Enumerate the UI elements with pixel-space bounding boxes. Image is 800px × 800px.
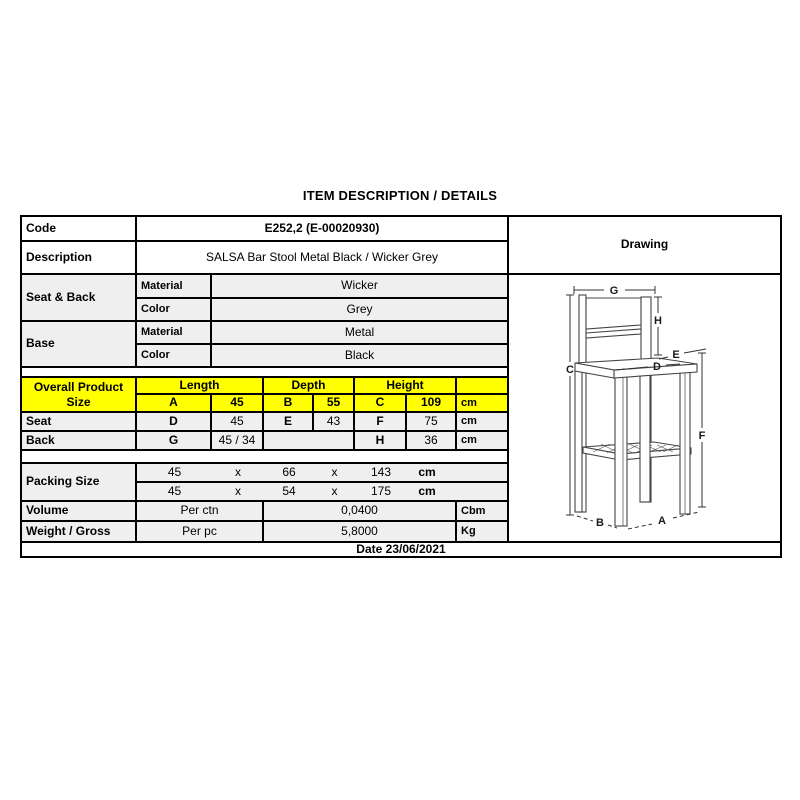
- seat-depth-letter: E: [263, 412, 313, 431]
- overall-size-label: [21, 377, 136, 412]
- back-length-letter: G: [136, 431, 211, 450]
- back-length-value: 45 / 34: [211, 431, 263, 450]
- overall-length-value: 45: [211, 394, 263, 412]
- drawing-label-G: G: [609, 285, 619, 297]
- back-height-letter: H: [354, 431, 406, 450]
- packing-row-2: [136, 482, 508, 501]
- drawing-label-B: B: [596, 517, 604, 529]
- code-label: Code: [21, 216, 136, 241]
- weight-value: 5,8000: [263, 521, 456, 542]
- dim-line-C: [566, 295, 574, 515]
- volume-per: Per ctn: [136, 501, 263, 521]
- packing1-dim3: 143: [370, 464, 392, 479]
- volume-unit: Cbm: [456, 501, 508, 521]
- packing2-unit: cm: [418, 483, 436, 498]
- col-header-depth: Depth: [263, 377, 354, 394]
- bar-stool-drawing: [509, 275, 780, 541]
- description-value: SALSA Bar Stool Metal Black / Wicker Grey: [136, 241, 508, 274]
- stool-backrest: [586, 298, 641, 338]
- drawing-label-E: E: [672, 349, 680, 361]
- back-depth-empty: [263, 431, 354, 450]
- overall-size-label-line2: Size: [66, 394, 91, 409]
- volume-value: 0,0400: [263, 501, 456, 521]
- seat-row-label: Seat: [21, 412, 136, 431]
- seat-back-label: Seat & Back: [21, 274, 136, 321]
- weight-label: Weight / Gross: [21, 521, 136, 542]
- overall-height-value: 109: [406, 394, 456, 412]
- drawing-label-D: D: [653, 361, 661, 373]
- packing1-x1: x: [235, 464, 241, 479]
- packing2-dim1: 45: [167, 483, 182, 498]
- code-value: E252,2 (E-00020930): [136, 216, 508, 241]
- packing2-x2: x: [331, 483, 338, 498]
- col-header-length: Length: [136, 377, 263, 394]
- date-row: Date 23/06/2021: [21, 542, 781, 557]
- drawing-label-A: A: [658, 515, 666, 527]
- back-height-value: 36: [406, 431, 456, 450]
- seat-back-color-label: Color: [136, 298, 211, 321]
- description-label: Description: [21, 241, 136, 274]
- seat-height-letter: F: [354, 412, 406, 431]
- col-header-unit-empty: [456, 377, 508, 394]
- seat-length-letter: D: [136, 412, 211, 431]
- packing1-x2: x: [331, 464, 338, 479]
- seat-height-value: 75: [406, 412, 456, 431]
- spacer-row: [21, 367, 508, 377]
- drawing-label-H: H: [654, 315, 662, 327]
- seat-back-color-value: Grey: [211, 298, 508, 321]
- weight-per: Per pc: [136, 521, 263, 542]
- seat-back-material-value: Wicker: [211, 274, 508, 298]
- stool-footrest: [583, 442, 691, 460]
- volume-label: Volume: [21, 501, 136, 521]
- spacer-row: [21, 450, 508, 463]
- overall-depth-letter: B: [263, 394, 313, 412]
- overall-unit: cm: [456, 394, 508, 412]
- back-unit: cm: [456, 431, 508, 450]
- packing2-dim2: 54: [282, 483, 296, 498]
- packing2-dim3: 175: [370, 483, 392, 498]
- drawing-cell: [508, 274, 781, 542]
- packing-row-1: [136, 463, 508, 482]
- drawing-label-C: C: [566, 364, 574, 376]
- col-header-height: Height: [354, 377, 456, 394]
- base-color-label: Color: [136, 344, 211, 367]
- overall-depth-value: 55: [313, 394, 354, 412]
- back-row-label: Back: [21, 431, 136, 450]
- packing1-unit: cm: [418, 464, 436, 479]
- item-details-table: [20, 215, 782, 558]
- packing1-dim2: 66: [282, 464, 296, 479]
- packing-size-label: Packing Size: [21, 463, 136, 501]
- page-title: ITEM DESCRIPTION / DETAILS: [302, 188, 498, 203]
- overall-length-letter: A: [136, 394, 211, 412]
- drawing-label-F: F: [698, 430, 706, 442]
- seat-depth-value: 43: [313, 412, 354, 431]
- dim-line-E: [659, 349, 706, 359]
- seat-back-material-label: Material: [136, 274, 211, 298]
- base-label: Base: [21, 321, 136, 367]
- seat-unit: cm: [456, 412, 508, 431]
- packing2-x1: x: [235, 483, 241, 498]
- base-material-label: Material: [136, 321, 211, 344]
- seat-length-value: 45: [211, 412, 263, 431]
- weight-unit: Kg: [456, 521, 508, 542]
- overall-height-letter: C: [354, 394, 406, 412]
- packing1-dim1: 45: [167, 464, 182, 479]
- base-color-value: Black: [211, 344, 508, 367]
- drawing-header: Drawing: [508, 216, 781, 274]
- overall-size-label-line1: Overall Product: [33, 379, 124, 394]
- base-material-value: Metal: [211, 321, 508, 344]
